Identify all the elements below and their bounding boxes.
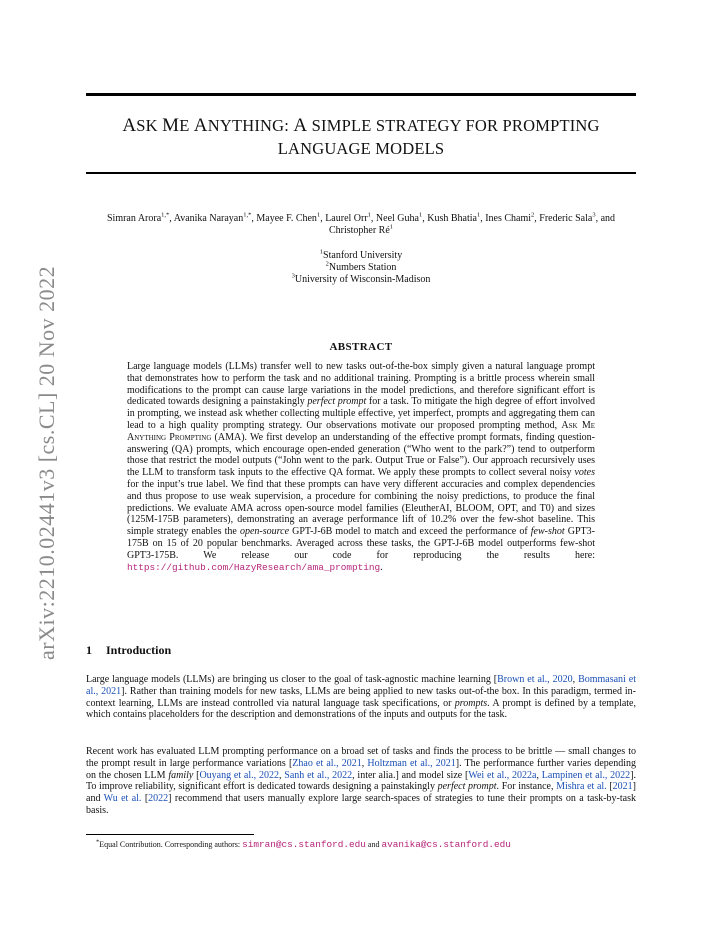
footnote-rule — [86, 834, 254, 835]
footnote: *Equal Contribution. Corresponding authors: simran@cs.stanford.edu and avanika@cs.stanford.edu — [96, 838, 511, 850]
citation-link[interactable]: Brown et al., 2020 — [497, 674, 573, 685]
citation-link[interactable]: 2021 — [612, 781, 633, 793]
citation-link[interactable]: Lampinen et al., 2022 — [541, 769, 631, 781]
intro-paragraph-1: Large language models (LLMs) are bringing us closer to the goal of task-agnostic machine learning [Brown et al., 2020, Bommasani et al., 2021]. Rather than training models for new tasks, LLMs are being applied to new tasks out-of-the box. In this paradigm, termed in-context learning, LLMs are instead controlled via natural language task specifications, or prompts. A prompt is defined by a template, which contains placeholders for the description and demonstrations of the inputs and outputs for the task. — [86, 674, 636, 721]
citation-link[interactable]: Wu et al. — [103, 793, 142, 805]
title-rule-bottom — [86, 172, 636, 174]
abstract-text: Large language models (LLMs) transfer well to new tasks out-of-the-box simply given a natural language prompt that demonstrates how to perform the task and no additional training. Prompting is a brittle process wherein small modifications to the prompt can cause large variations in the model predictions, and therefore significant effort is dedicated towards designing a painstakingly perfect prompt for a task. To mitigate the high degree of effort involved in prompting, we instead ask whether collecting multiple effective, yet imperfect, prompts and aggregating them can lead to a high quality prompting strategy. Our observations motivate our proposed prompting method, Ask Me Anything Prompting (AMA). We first develop an understanding of the effective prompt formats, finding question-answering (QA) prompts, which encourage open-ended generation (“Who went to the park?”) tend to outperform those that restrict the model outputs (“John went to the park. Output True or False”). Our approach recursively uses the LLM to transform task inputs to the effective QA format. We apply these prompts to collect several noisy votes for the input’s true label. We find that these prompts can have very different accuracies and complex dependencies and thus propose to use weak supervision, a procedure for combining the noisy predictions, to produce the final predictions. We evaluate AMA across open-source model families (EleutherAI, BLOOM, OPT, and T0) and sizes (125M-175B parameters), demonstrating an average performance lift of 10.2% over the few-shot baseline. This simple strategy enables the open-source GPT-J-6B model to match and exceed the performance of few-shot GPT3-175B on 15 of 20 popular benchmarks. Averaged across these tasks, the GPT-J-6B model outperforms few-shot GPT3-175B. We release our code for reproducing the results here: https://github.com/HazyResearch/ama_prompting. — [127, 361, 596, 573]
citation-link[interactable]: Ouyang et al., 2022 — [199, 769, 279, 781]
title-rule-top — [86, 93, 636, 96]
citation-link[interactable]: 2022 — [148, 793, 169, 805]
citation-link[interactable]: Bommasani et al., 2021 — [86, 674, 636, 697]
author-list: Simran Arora$^{1,*}$, Avanika Narayan$^{1,*}$, Mayee F. Chen$^1$, Laurel Orr$^1$, Neel Guha$^1$, Kush Bhatia$^1$, Ines Chami$^2$, Frederic Sala$^3$, and Christopher $Ré^1$ — [106, 211, 616, 236]
intro-paragraph-2: Recent work has evaluated LLM prompting performance on a broad set of tasks and finds the process to be brittle — small changes to the prompt result in large performance variations [Zhao et al., 2021, Holtzman et al., 2021]. The performance further varies depending on the chosen LLM family [Ouyang et al., 2022, Sanh et al., 2022, inter alia.] and model size [Wei et al., 2022a, Lampinen et al., 2022]. To improve reliability, significant effort is dedicated towards designing a painstakingly perfect prompt. For instance, Mishra et al. [2021] and Wu et al. [2022] recommend that users manually explore large search-spaces of strategies to tune their prompts on a task-by-task basis. — [86, 746, 637, 816]
affiliations: $^1$Stanford University $^2$Numbers Station $^3$University of Wisconsin-Madison — [291, 248, 431, 285]
email-link[interactable]: avanika@cs.stanford.edu — [381, 839, 511, 850]
section-heading: 1 Introduction — [86, 643, 172, 657]
code-repo-link[interactable]: https://github.com/HazyResearch/ama_prompting — [127, 561, 381, 573]
citation-link[interactable]: Holtzman et al., 2021 — [367, 757, 456, 769]
arxiv-stamp: arXiv:2210.02441v3 [cs.CL] 20 Nov 2022 — [34, 265, 59, 660]
citation-link[interactable]: Zhao et al., 2021 — [292, 757, 362, 769]
citation-link[interactable]: Wei et al., 2022a — [468, 769, 537, 781]
citation-link[interactable]: Sanh et al., 2022 — [284, 769, 353, 781]
email-link[interactable]: simran@cs.stanford.edu — [242, 839, 366, 850]
paper-title: ASK ME ANYTHING: A SIMPLE STRATEGY FOR PROMPTING LANGUAGE MODELS — [122, 115, 600, 158]
citation-link[interactable]: Mishra et al. — [556, 781, 607, 793]
abstract-heading: ABSTRACT — [329, 341, 393, 353]
